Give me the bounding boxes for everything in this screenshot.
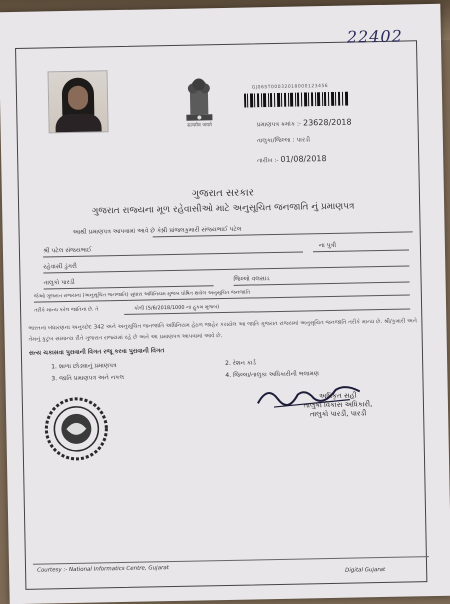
barcode-number: GJ06ST00032018000123456 <box>251 83 329 91</box>
footer-digital-gujarat: Digital Gujarat <box>345 566 386 574</box>
applicant-photo <box>48 70 109 133</box>
applicant-name: શ્રી પ્રાંજલકુમારી સંજયભાઈ પટેલ <box>160 225 242 235</box>
certificate-location: તાલુકા/જિલ્લા : પારડી <box>256 136 311 145</box>
footer-courtesy: Courtesy :- National Informatics Centre, Gujarat <box>37 565 169 574</box>
official-seal-icon <box>44 396 109 461</box>
proof-item-2: 2. રેશન કાર્ડ <box>225 359 256 368</box>
taluka-field: તાલુકો પારડી <box>43 278 75 287</box>
father-name: શ્રી પટેલ સંજયભાઈ <box>42 246 92 255</box>
order-line: તરીકે માન્ય કરેલ જાતિના છે. તે <box>34 306 99 314</box>
proof-item-4: 4. જિલ્લા/તાલુકા અધિકારીની ભલામણ <box>225 370 320 380</box>
intro-text: આથી પ્રમાણપત્ર આપવામાં આવે છે કે, <box>72 227 164 236</box>
order-value: કોળી (5/6/2018/1000 ના હુકમ મુજબ) <box>134 304 220 312</box>
relation: ના પુત્રી <box>318 241 337 250</box>
proof-heading: સત્ય ચકાસવા પુરાવાની વિગત રજૂ કરવા પુરાવાની વિગત <box>28 347 165 357</box>
village-field: રહેવાસી ડુંગરી <box>43 262 77 271</box>
certificate-number: પ્રમાણપત્ર ક્રમાંક :- 23628/2018 <box>256 117 352 129</box>
proof-item-1: 1. શાળા છોડ્યાનું પ્રમાણપત્ર <box>51 362 117 371</box>
handwritten-number: 22402 <box>346 26 403 47</box>
emblem-caption: सत्यमेव जयते <box>187 122 212 129</box>
community-line: જેઓ ગુજરાત રાજ્યના (અનુસૂચિત જનજાતિ) સુધારા અધિનિયમ મુજબ ઘોષિત થયેલ અનુસૂચિત જનજાતિ <box>33 289 251 300</box>
signatory-block: અધિકૃત સહી તાલુકા વિકાસ અધિકારી, તાલુકો પારડી, પારડી <box>303 391 373 419</box>
certificate-date: તારીખ :- 01/08/2018 <box>257 154 327 165</box>
government-heading: ગુજરાત સરકાર <box>191 187 255 200</box>
proof-item-3: 3. જાતિ પ્રમાણપત્ર અને નકલ <box>51 373 125 383</box>
certificate-title: ગુજરાત રાજ્યના મૂળ રહેવાસીઓ માટે અનુસૂચિત જનજાતિ નું પ્રમાણપત્ર <box>91 201 355 217</box>
certificate-sheet <box>0 4 450 604</box>
certificate-body-text: ભારતના બંધારણના અનુચ્છેદ 342 અને અનુસૂચિત જનજાતિ અધિનિયમ હેઠળ જાહેર કરાયેલ આ જાતિ ગુજરાત રાજ્યમાં અનુસૂચિત જનજાતિ તરીકે માન્ય છે. શ્રી/કુમારી અને તેમનું કુટુંબ સામાન્ય રીતે ગુજરાત રાજ્યમાં રહે છે અને આ પ્રમાણપત્ર આપવામાં આવે છે. <box>28 318 417 343</box>
district-field: જિલ્લો વલસાડ <box>233 275 270 283</box>
national-emblem-icon <box>178 70 221 125</box>
barcode-icon <box>244 92 348 108</box>
